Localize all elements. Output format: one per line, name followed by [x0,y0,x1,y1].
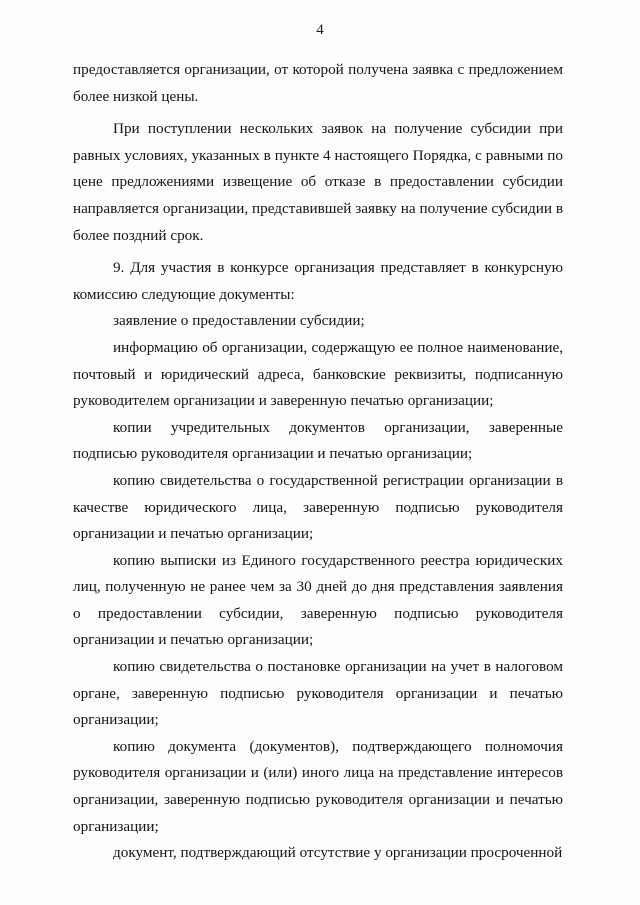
paragraph-item-9: 9. Для участия в конкурсе организация представляет в конкурсную комиссию следующие документы: [73,259,563,303]
list-item-founding-documents: копии учредительных документов организации, заверенные подписью руководителя организации и печатью организации; [73,418,563,463]
paragraph-equal-conditions: При поступлении нескольких заявок на получение субсидии при равных условиях, указанных в пункте 4 настоящего Порядка, с равными по цене предложениями извещение об отказе в предоставлении субсидии направляется организации, представившей заявку на получение субсидии в более поздний срок. [73,120,563,244]
list-item-application: заявление о предоставлении субсидии; [113,312,365,330]
list-item-tax-registration: копию свидетельства о постановке организации на учет в налоговом органе, заверенную подписью руководителя организации и печатью организации; [73,658,563,729]
document-body [73,57,563,867]
list-item-registry-extract: копию выписки из Единого государственного реестра юридических лиц, полученную не ранее чем за 30 дней до дня представления заявления о предоставлении субсидии, заверенную подписью руководителя организации и печатью организации; [73,551,563,649]
list-item-organization-info: информацию об организации, содержащую ее полное наименование, почтовый и юридический адреса, банковские реквизиты, подписанную руководителем организации и заверенную печатью организации; [73,338,563,410]
list-item-authority-documents: копию документа (документов), подтверждающего полномочия руководителя организации и (или) иного лица на представление интересов организации, заверенную подписью руководителя организации и печатью организации; [73,737,563,835]
paragraph-continuation: предоставляется организации, от которой получена заявка с предложением более низкой цены. [73,61,563,105]
page-number: 4 [316,22,324,38]
list-item-no-overdue-debt: документ, подтверждающий отсутствие у организации просроченной [113,844,563,862]
list-item-registration-certificate: копию свидетельства о государственной регистрации организации в качестве юридического лица, заверенную подписью руководителя организации и печатью организации; [73,471,563,543]
